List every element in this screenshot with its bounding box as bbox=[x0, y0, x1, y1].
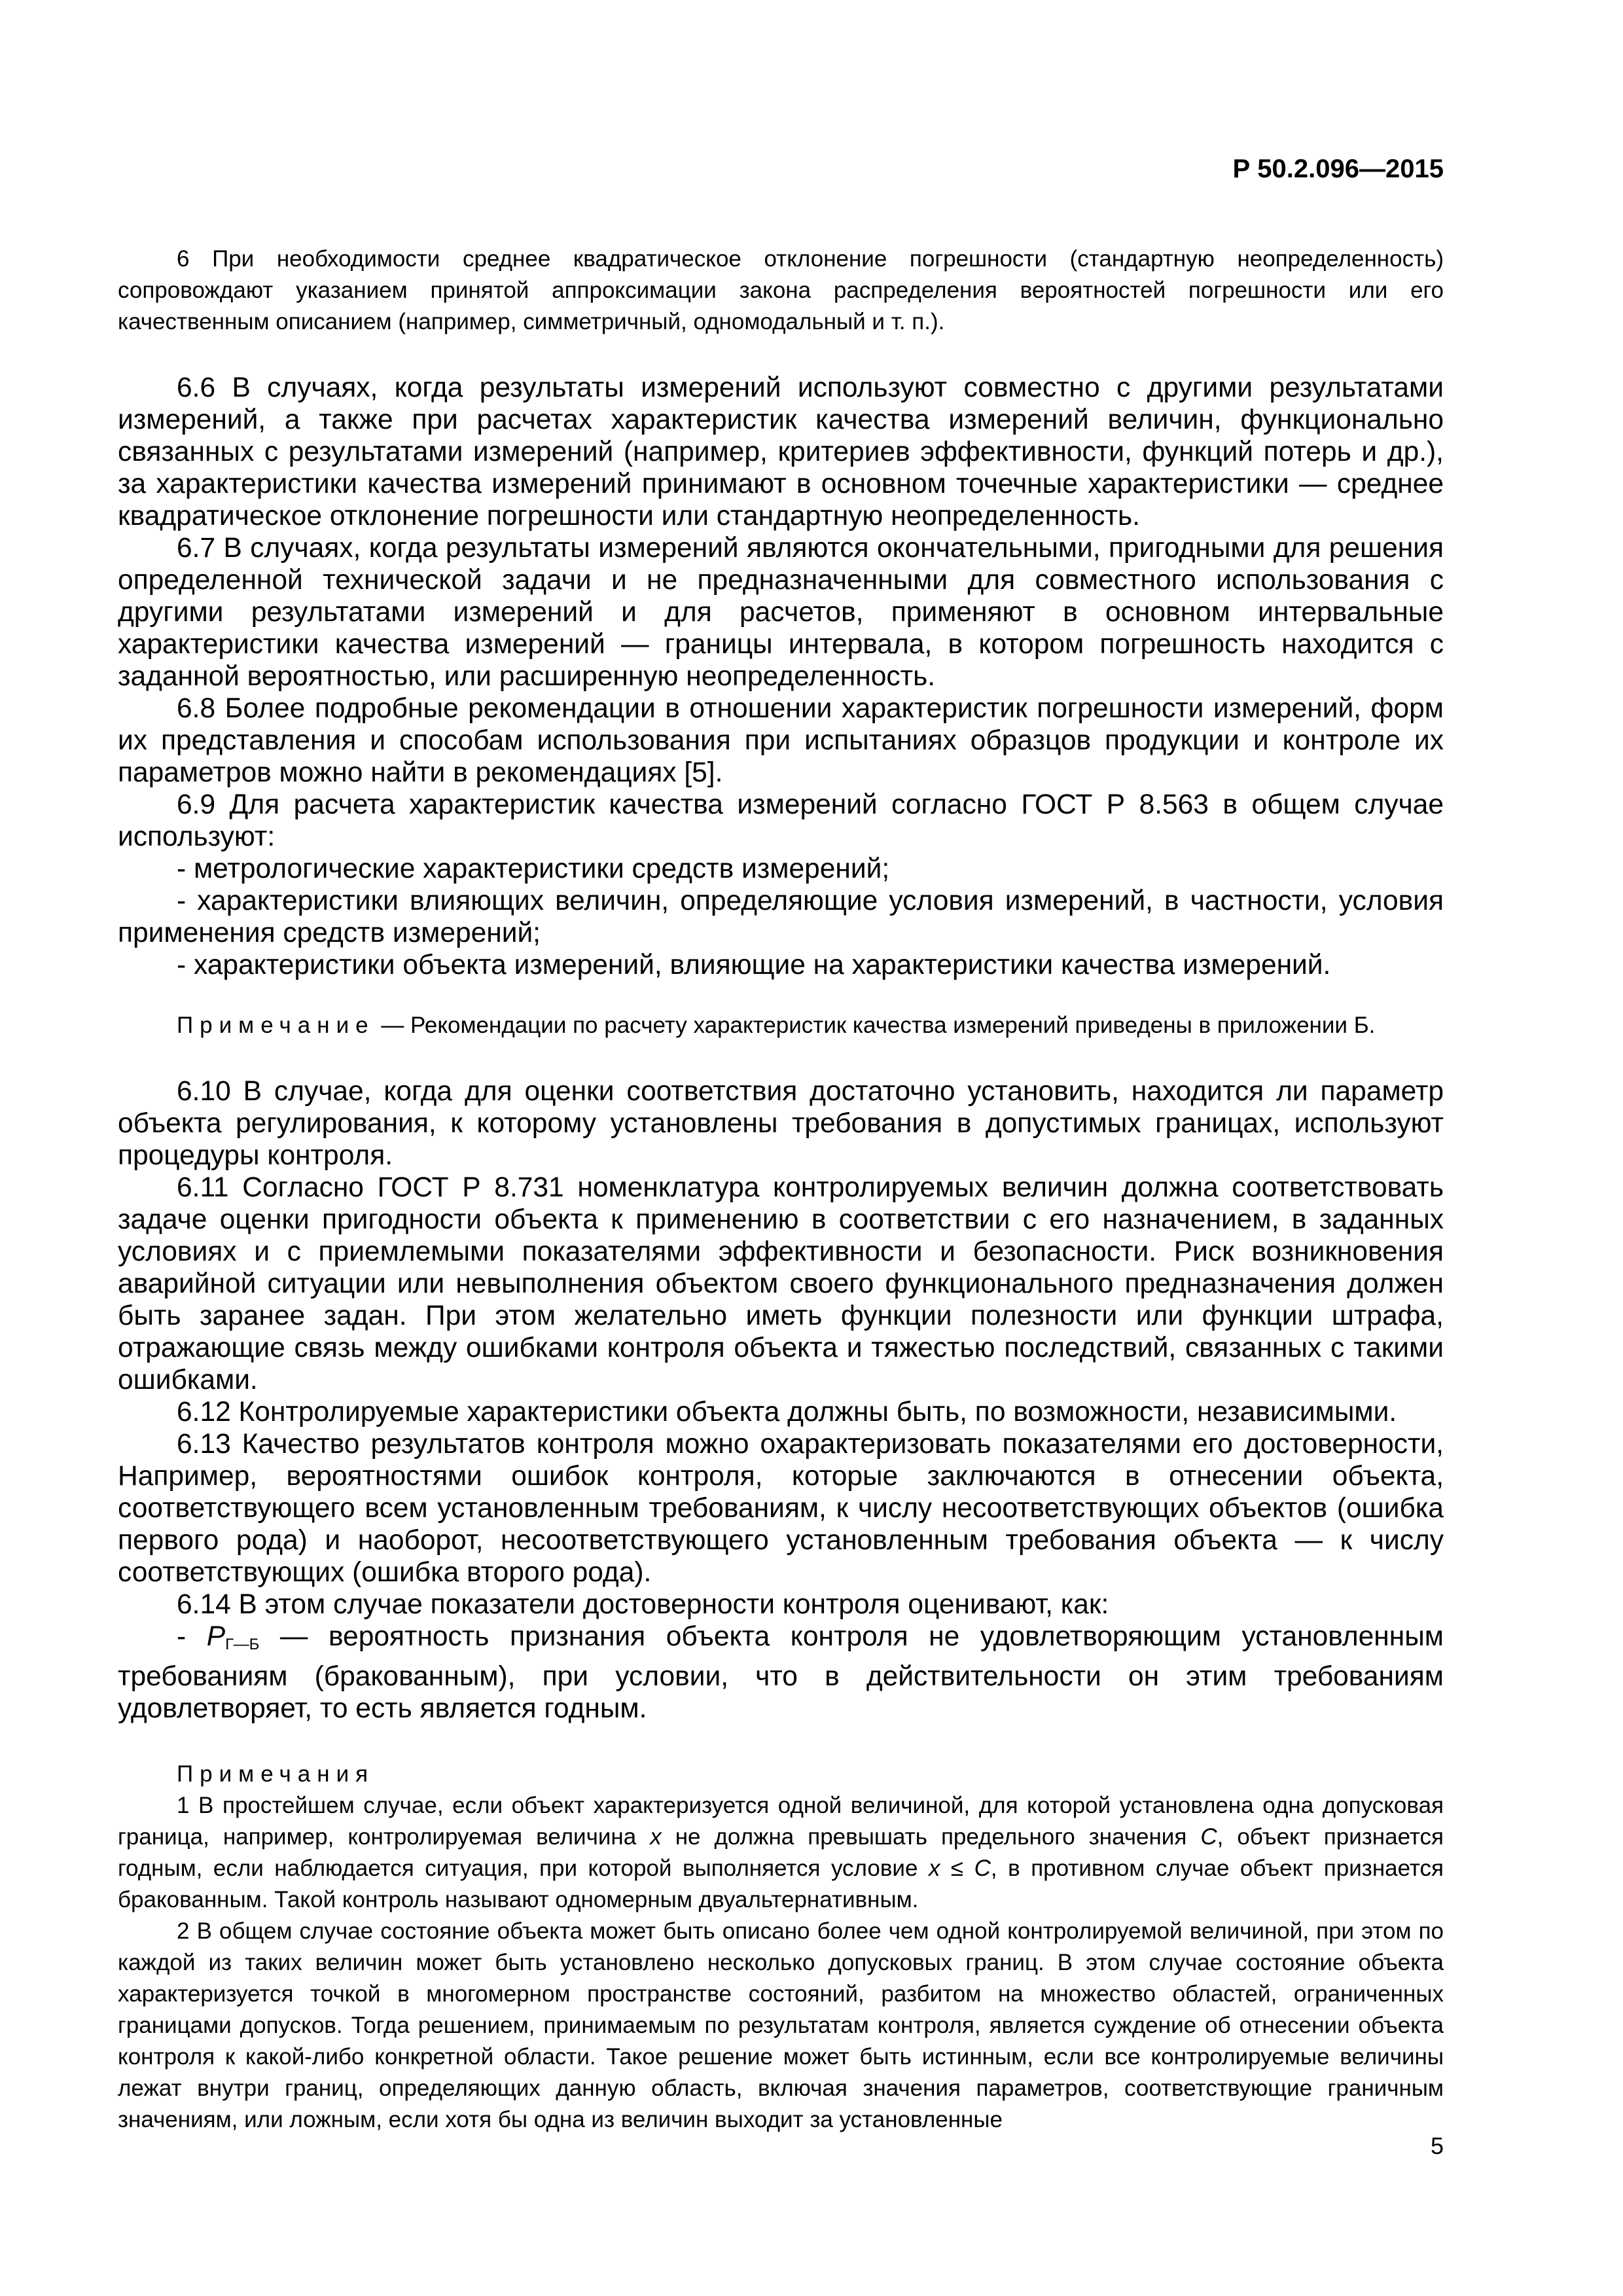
variable-c: C bbox=[1200, 1824, 1217, 1850]
condition-formula: x ≤ C bbox=[928, 1856, 991, 1881]
note-1-text: , в противном случае объект признается бракованным. Такой контроль называют одномерным двуальтернативным. bbox=[118, 1856, 1444, 1912]
list-item-6-9-1: - метрологические характеристики средств измерений; bbox=[177, 853, 890, 884]
paragraph-6-11: 6.11 Согласно ГОСТ Р 8.731 номенклатура контролируемых величин должна соответствовать задаче оценки пригодности объекта к применению в соответствии с его назначением, в заданных условиях и с приемлемыми показателями эффективности и безопасности. Риск возникновения аварийной ситуации или невыполнения объектом своего функционального предназначения должен быть заранее задан. При этом желательно иметь функции полезности или функции штрафа, отражающие связь между ошибками контроля объекта и тяжестью последствий, связанных с такими ошибками. bbox=[118, 1172, 1444, 1395]
notes-heading bbox=[118, 1759, 1444, 1790]
page-content bbox=[118, 243, 1444, 2136]
variable-x: x bbox=[650, 1824, 662, 1850]
list-item-text: — вероятность признания объекта контроля не удовлетворяющим установленным требованиям (бракованным), при условии, что в действительности он этим требованиям удовлетворяет, то есть является годным. bbox=[118, 1621, 1444, 1724]
spacer bbox=[118, 981, 1444, 1010]
list-item-6-9-2: - характеристики влияющих величин, определяющие условия измерений, в частности, условия применения средств измерений; bbox=[118, 886, 1444, 948]
notes-label: Примечания bbox=[177, 1761, 375, 1787]
probability-subscript: Г—Б bbox=[225, 1636, 260, 1653]
document-code: Р 50.2.096—2015 bbox=[1232, 154, 1444, 183]
spacer bbox=[118, 338, 1444, 372]
note-6: 6 При необходимости среднее квадратическое отклонение погрешности (стандартную неопределенность) сопровождают указанием принятой аппроксимации закона распределения вероятностей погрешности или его качественным описанием (например, симметричный, одномодальный и т. п.). bbox=[118, 246, 1444, 334]
paragraph-6-10: 6.10 В случае, когда для оценки соответствия достаточно установить, находится ли параметр объекта регулирования, к которому установлены требования в допустимых границах, используют процедуры контроля. bbox=[118, 1076, 1444, 1171]
list-item-6-14 bbox=[118, 1621, 1444, 1725]
list-item-6-9-3: - характеристики объекта измерений, влияющие на характеристики качества измерений. bbox=[177, 950, 1331, 980]
note-text: — Рекомендации по расчету характеристик качества измерений приведены в приложении Б. bbox=[374, 1013, 1376, 1038]
paragraph-6-6: 6.6 В случаях, когда результаты измерений используют совместно с другими результатами измерений, а также при расчетах характеристик качества измерений величин, функционально связанных с результатами измерений (например, критериев эффективности, функций потерь и др.), за характеристики качества измерений принимают в основном точечные характеристики — среднее квадратическое отклонение погрешности или стандартную неопределенность. bbox=[118, 372, 1444, 531]
spacer bbox=[118, 1041, 1444, 1075]
paragraph-6-7: 6.7 В случаях, когда результаты измерений являются окончательными, пригодными для решения определенной технической задачи и не предназначенными для совместного использования с другими результатами измерений и для расчетов, применяют в основном интервальные характеристики качества измерений — границы интервала, в котором погрешность находится с заданной вероятностью, или расширенную неопределенность. bbox=[118, 533, 1444, 692]
spacer bbox=[118, 1725, 1444, 1759]
note-1-text: , объект признается годным, если наблюдается ситуация, при которой выполняется условие bbox=[118, 1824, 1444, 1881]
paragraph-6-9: 6.9 Для расчета характеристик качества измерений согласно ГОСТ Р 8.563 в общем случае используют: bbox=[118, 789, 1444, 852]
note-2: 2 В общем случае состояние объекта может быть описано более чем одной контролируемой величиной, при этом по каждой из таких величин может быть установлено несколько допусковых границ. В этом случае состояние объекта характеризуется точкой в многомерном пространстве состояний, разбитом на множество областей, ограниченных границами допусков. Тогда решением, принимаемым по результатам контроля, является суждение об отнесении объекта контроля к какой-либо конкретной области. Такое решение может быть истинным, если все контролируемые величины лежат внутри границ, определяющих данную область, включая значения параметров, соответствующие граничным значениям, или ложным, если хотя бы одна из величин выходит за установленные bbox=[118, 1918, 1444, 2132]
paragraph-6-13: 6.13 Качество результатов контроля можно охарактеризовать показателями его достоверности, Например, вероятностями ошибок контроля, которые заключаются в отнесении объекта, соответствующего всем установленным требованиям, к числу несоответствующих объектов (ошибка первого рода) и наоборот, несоответствующего установленным требования объекта — к числу соответствующих (ошибка второго рода). bbox=[118, 1429, 1444, 1588]
note-1 bbox=[118, 1790, 1444, 1916]
probability-symbol: P bbox=[206, 1621, 226, 1652]
note-recommendations bbox=[118, 1010, 1444, 1041]
note-1-text: не должна превышать предельного значения bbox=[661, 1824, 1201, 1850]
list-dash: - bbox=[177, 1621, 207, 1652]
note-label: Примечание bbox=[177, 1013, 375, 1038]
paragraph-6-8: 6.8 Более подробные рекомендации в отношении характеристик погрешности измерений, форм их представления и способам использования при испытаниях образцов продукции и контроле их параметров можно найти в рекомендациях [5]. bbox=[118, 693, 1444, 788]
paragraph-6-12: 6.12 Контролируемые характеристики объекта должны быть, по возможности, независимыми. bbox=[177, 1397, 1397, 1427]
note-1-text: 1 В простейшем случае, если объект характеризуется одной величиной, для которой установлена одна допусковая граница, например, контролируемая величина bbox=[118, 1793, 1444, 1850]
page-number: 5 bbox=[1430, 2132, 1444, 2159]
paragraph-6-14: 6.14 В этом случае показатели достоверности контроля оценивают, как: bbox=[177, 1589, 1109, 1620]
